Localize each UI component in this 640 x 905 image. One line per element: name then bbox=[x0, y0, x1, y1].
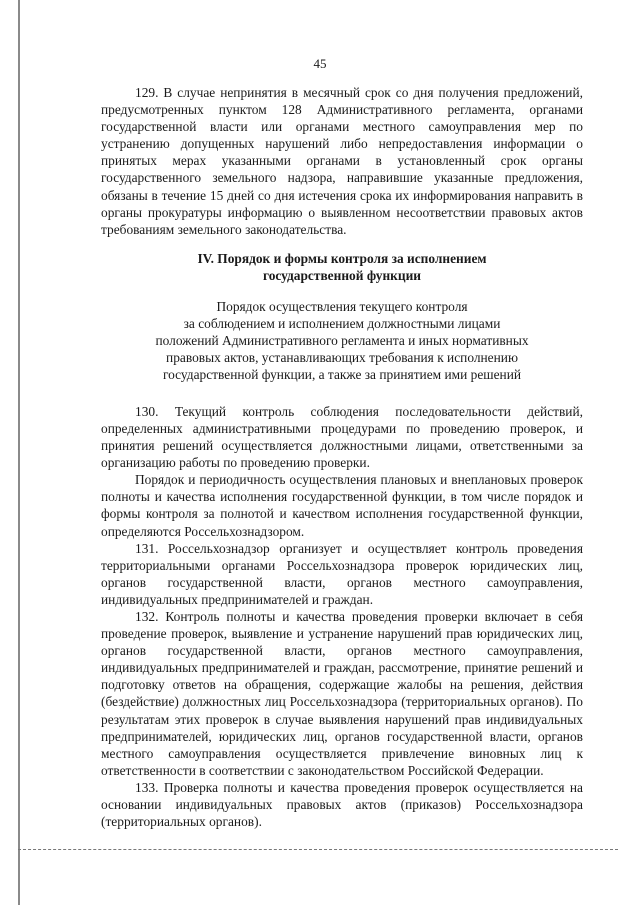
section-heading-line: государственной функции bbox=[262, 267, 422, 283]
scan-bottom-line bbox=[18, 849, 618, 850]
paragraph-129: 129. В случае непринятия в месячный срок со дня получения предложений, предусмотренных пунктом 128 Административного регламента, органами государственной власти или органами местного самоуправления мер по устранению допущенных нарушений либо непредоставления информации о принятых мерах указанными органами в установленный срок органы государственного земельного надзора, направившие указанные предложения, обязаны в течение 15 дней со дня истечения срока их информирования направить в органы прокуратуры информацию о выявленном несоответствии правовых актов требованиям земельного законодательства. bbox=[101, 85, 583, 237]
paragraph-133: 133. Проверка полноты и качества проведения проверок осуществляется на основании индивидуальных правовых актов (приказов) Россельхознадзора (территориальных органов). bbox=[101, 779, 583, 830]
section-heading bbox=[101, 250, 583, 284]
paragraph-130-continued: Порядок и периодичность осуществления плановых и внеплановых проверок полноты и качества исполнения государственной функции, в том числе порядок и формы контроля за полнотой и качеством исполнения государственной функции, определяются Россельхознадзором. bbox=[101, 472, 583, 539]
subheading-line: положений Административного регламента и иных нормативных bbox=[155, 332, 529, 348]
section-heading-line: IV. Порядок и формы контроля за исполнением bbox=[197, 250, 487, 266]
page-number: 45 bbox=[313, 56, 327, 71]
section-subheading bbox=[101, 298, 583, 383]
subheading-line: Порядок осуществления текущего контроля bbox=[216, 298, 468, 314]
body-paragraphs bbox=[101, 403, 583, 830]
page-content bbox=[101, 84, 583, 830]
subheading-line: государственной функции, а также за принятием ими решений bbox=[162, 366, 522, 382]
paragraph-132: 132. Контроль полноты и качества проведения проверки включает в себя проведение проверок, выявление и устранение нарушений прав юридических лиц, органов государственной власти, органов местного самоуправления, индивидуальных предпринимателей и граждан, рассмотрение, принятие решений и подготовку ответов на обращения, содержащие жалобы на решения, действия (бездействие) должностных лиц Россельхознадзора (территориальных органов). По результатам этих проверок в случае выявления нарушений прав индивидуальных предпринимателей, юридических лиц, органов государственной власти, органов местного самоуправления осуществляется привлечение виновных лиц к ответственности в соответствии с законодательством Российской Федерации. bbox=[101, 608, 583, 778]
subheading-line: за соблюдением и исполнением должностными лицами bbox=[183, 315, 501, 331]
paragraph-131: 131. Россельхознадзор организует и осуществляет контроль проведения территориальными органами Россельхознадзора проверок юридических лиц, органов государственной власти, органов местного самоуправления, индивидуальных предпринимателей и граждан. bbox=[101, 540, 583, 607]
paragraph-130: 130. Текущий контроль соблюдения последовательности действий, определенных административными процедурами по проведению проверок, и принятия решений осуществляется должностными лицами, ответственными за организацию работы по проведению проверки. bbox=[101, 403, 583, 471]
subheading-line: правовых актов, устанавливающих требования к исполнению bbox=[166, 349, 518, 365]
scan-left-border bbox=[18, 0, 20, 905]
